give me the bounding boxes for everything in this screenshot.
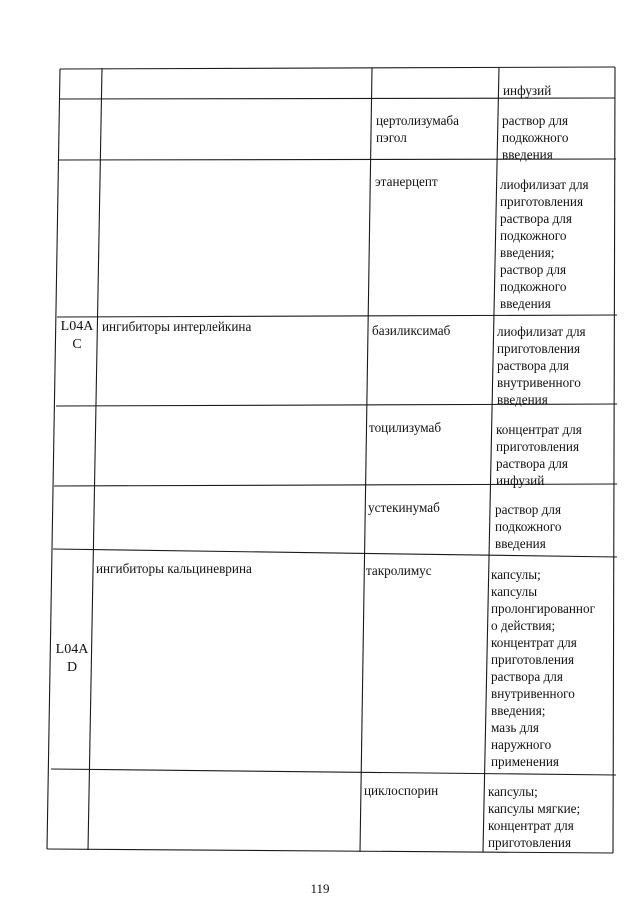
dosage-form-cell: лиофилизат для приготовления раствора для внутривенного введения (497, 324, 586, 407)
dosage-form-cell: лиофилизат для приготовления раствора для подкожного введения; раствор для подкожного введения (500, 177, 589, 311)
dosage-form-cell: концентрат для приготовления раствора для инфузий (496, 422, 582, 488)
table-border-left (47, 69, 60, 849)
drug-name-cell: устекинумаб (368, 500, 440, 515)
drug-name-cell: базиликсимаб (372, 323, 451, 338)
atc-code-cell: L04A C (60, 319, 94, 352)
row-divider (57, 315, 617, 317)
drug-group-cell: ингибиторы интерлейкина (102, 319, 252, 334)
drug-name-cell: циклоспорин (364, 783, 439, 798)
table-border-right (613, 67, 615, 853)
dosage-form-cell: капсулы; капсулы пролонгированног о действия; концентрат для приготовления раствора для внутривенного введения; мазь для наружного применения (491, 567, 595, 769)
dosage-form-cell: инфузий (503, 83, 552, 98)
column-divider (88, 68, 102, 850)
column-divider (360, 68, 372, 852)
drug-group-cell: ингибиторы кальциневрина (96, 561, 252, 576)
drug-name-cell: тоцилизумаб (369, 420, 442, 435)
drug-name-cell: цертолизумаба пэгол (376, 113, 460, 145)
dosage-form-cell: раствор для подкожного введения (495, 502, 562, 551)
table-border-top (60, 67, 615, 69)
atc-code-cell: L04A D (55, 642, 89, 675)
drug-name-cell: этанерцепт (375, 174, 438, 189)
dosage-form-cell: раствор для подкожного введения (502, 113, 569, 162)
page-number: 119 (310, 881, 330, 896)
dosage-form-cell: капсулы; капсулы мягкие; концентрат для приготовления (488, 784, 581, 850)
drug-name-cell: такролимус (366, 563, 432, 578)
